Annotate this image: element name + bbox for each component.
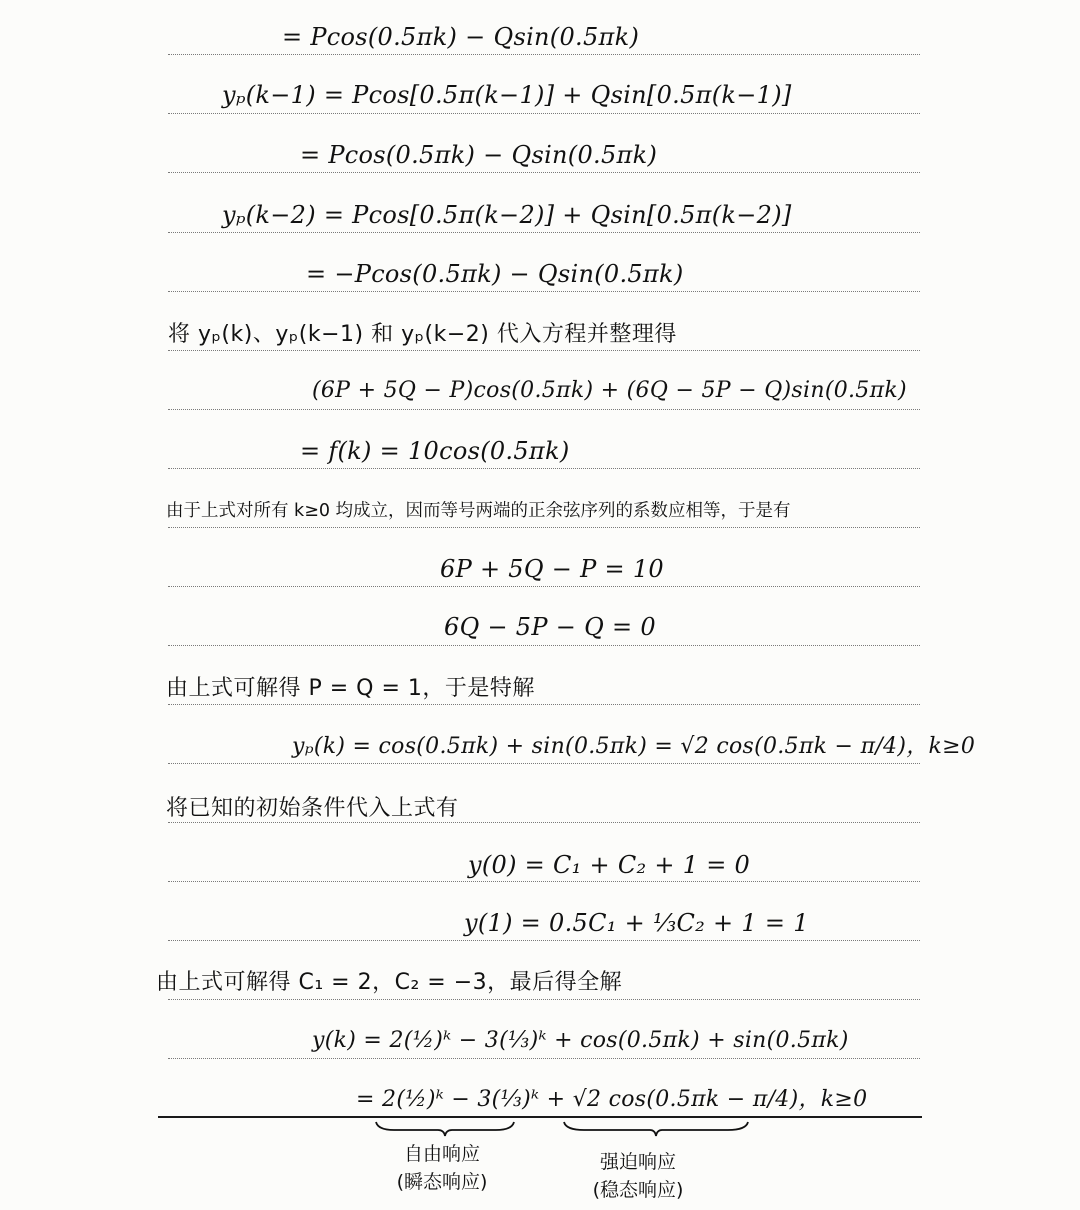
equation-line: 6P + 5Q − P = 10 — [440, 555, 664, 583]
ruled-line — [168, 645, 920, 646]
ruled-line — [168, 881, 920, 882]
equation-line: = −Pcos(0.5πk) − Qsin(0.5πk) — [306, 260, 684, 288]
text-line: 将已知的初始条件代入上式有 — [166, 796, 459, 821]
equation-line: = 2(½)ᵏ − 3(⅓)ᵏ + √2 cos(0.5πk − π/4)，k≥0 — [356, 1087, 868, 1112]
free-response-title: 自由响应 — [403, 1143, 480, 1165]
equation-line: y(1) = 0.5C₁ + ⅓C₂ + 1 = 1 — [464, 909, 809, 937]
ruled-line — [168, 1058, 920, 1059]
equation-line: 6Q − 5P − Q = 0 — [444, 613, 656, 641]
equation-line: yₚ(k−1) = Pcos[0.5π(k−1)] + Qsin[0.5π(k−1)] — [222, 81, 792, 109]
ruled-line — [168, 586, 920, 587]
ruled-line — [168, 409, 920, 410]
ruled-line — [168, 113, 920, 114]
equation-line: yₚ(k−2) = Pcos[0.5π(k−2)] + Qsin[0.5π(k−2)] — [222, 201, 792, 229]
free-response-label — [382, 1140, 502, 1196]
ruled-line — [168, 763, 920, 764]
equation-line: (6P + 5Q − P)cos(0.5πk) + (6Q − 5P − Q)sin(0.5πk) — [312, 378, 907, 403]
ruled-line — [168, 172, 920, 173]
left-brace — [374, 1120, 516, 1138]
ruled-line — [168, 527, 920, 528]
equation-line: = f(k) = 10cos(0.5πk) — [300, 437, 570, 465]
ruled-line — [168, 468, 920, 469]
forced-response-title: 强迫响应 — [599, 1151, 676, 1173]
ruled-line — [168, 999, 920, 1000]
text-line: 由上式可解得 P = Q = 1，于是特解 — [166, 676, 535, 701]
free-response-subtitle: (瞬态响应) — [396, 1171, 488, 1193]
ruled-line — [168, 704, 920, 705]
ruled-line — [168, 232, 920, 233]
text-line: 由于上式对所有 k≥0 均成立，因而等号两端的正余弦序列的系数应相等，于是有 — [166, 501, 791, 521]
text-line: 将 yₚ(k)、yₚ(k−1) 和 yₚ(k−2) 代入方程并整理得 — [168, 322, 677, 347]
underline-rule — [158, 1116, 922, 1118]
text-line: 由上式可解得 C₁ = 2，C₂ = −3，最后得全解 — [156, 970, 623, 995]
ruled-line — [168, 350, 920, 351]
forced-response-label — [576, 1148, 700, 1204]
equation-line: = Pcos(0.5πk) − Qsin(0.5πk) — [282, 23, 640, 51]
ruled-line — [168, 291, 920, 292]
ruled-line — [168, 54, 920, 55]
equation-line: = Pcos(0.5πk) − Qsin(0.5πk) — [300, 141, 658, 169]
ruled-line — [168, 940, 920, 941]
equation-line: y(k) = 2(½)ᵏ − 3(⅓)ᵏ + cos(0.5πk) + sin(0.5πk) — [312, 1028, 849, 1053]
equation-line: yₚ(k) = cos(0.5πk) + sin(0.5πk) = √2 cos(0.5πk − π/4)，k≥0 — [292, 734, 976, 759]
right-brace — [562, 1120, 750, 1138]
equation-line: y(0) = C₁ + C₂ + 1 = 0 — [468, 851, 751, 879]
forced-response-subtitle: (稳态响应) — [592, 1179, 684, 1201]
